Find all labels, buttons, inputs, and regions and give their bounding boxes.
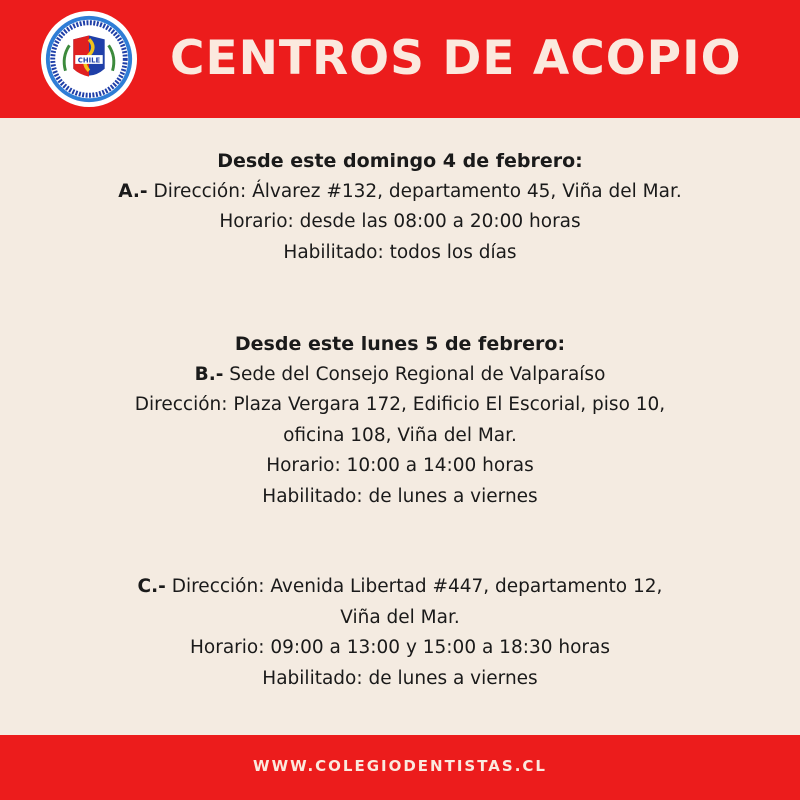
section-c-address-text: Dirección: Avenida Libertad #447, departamento 12, <box>165 576 663 597</box>
section-c-hours: Horario: 09:00 a 13:00 y 15:00 a 18:30 horas <box>189 637 611 658</box>
section-c-address-line1 <box>0 572 800 603</box>
page-title: CENTROS DE ACOPIO <box>170 31 742 86</box>
section-c-address-line2: Viña del Mar. <box>340 606 460 628</box>
section-b-place-text: Sede del Consejo Regional de Valparaíso <box>223 363 606 385</box>
section-b-address-line1: Dirección: Plaza Vergara 172, Edificio El Escorial, piso 10, <box>134 394 666 415</box>
section-a-address <box>0 177 800 208</box>
colegio-dentistas-logo <box>40 10 138 108</box>
header-band <box>0 0 800 118</box>
section-a-hours: Horario: desde las 08:00 a 20:00 horas <box>219 211 581 232</box>
section-b-place <box>0 360 800 391</box>
logo-chile-text: CHILE <box>77 56 101 65</box>
section-b-hours: Horario: 10:00 a 14:00 horas <box>266 455 534 476</box>
section-b-days: Habilitado: de lunes a viernes <box>262 485 538 507</box>
section-a-address-text: Dirección: Álvarez #132, departamento 45, Viña del Mar. <box>147 180 682 202</box>
section-c-days: Habilitado: de lunes a viernes <box>262 667 538 689</box>
section-b-address-line2: oficina 108, Viña del Mar. <box>283 424 517 446</box>
section-b-heading: Desde este lunes 5 de febrero: <box>234 333 566 355</box>
section-a-marker: A.- <box>118 180 148 202</box>
footer-band <box>0 735 800 800</box>
section-a-days: Habilitado: todos los días <box>283 241 517 263</box>
website-link[interactable]: WWW.COLEGIODENTISTAS.CL <box>253 757 547 775</box>
section-b-marker: B.- <box>194 363 224 385</box>
section-a-heading: Desde este domingo 4 de febrero: <box>217 150 583 172</box>
section-c-marker: C.- <box>137 576 166 597</box>
collection-centers-list <box>0 146 800 694</box>
